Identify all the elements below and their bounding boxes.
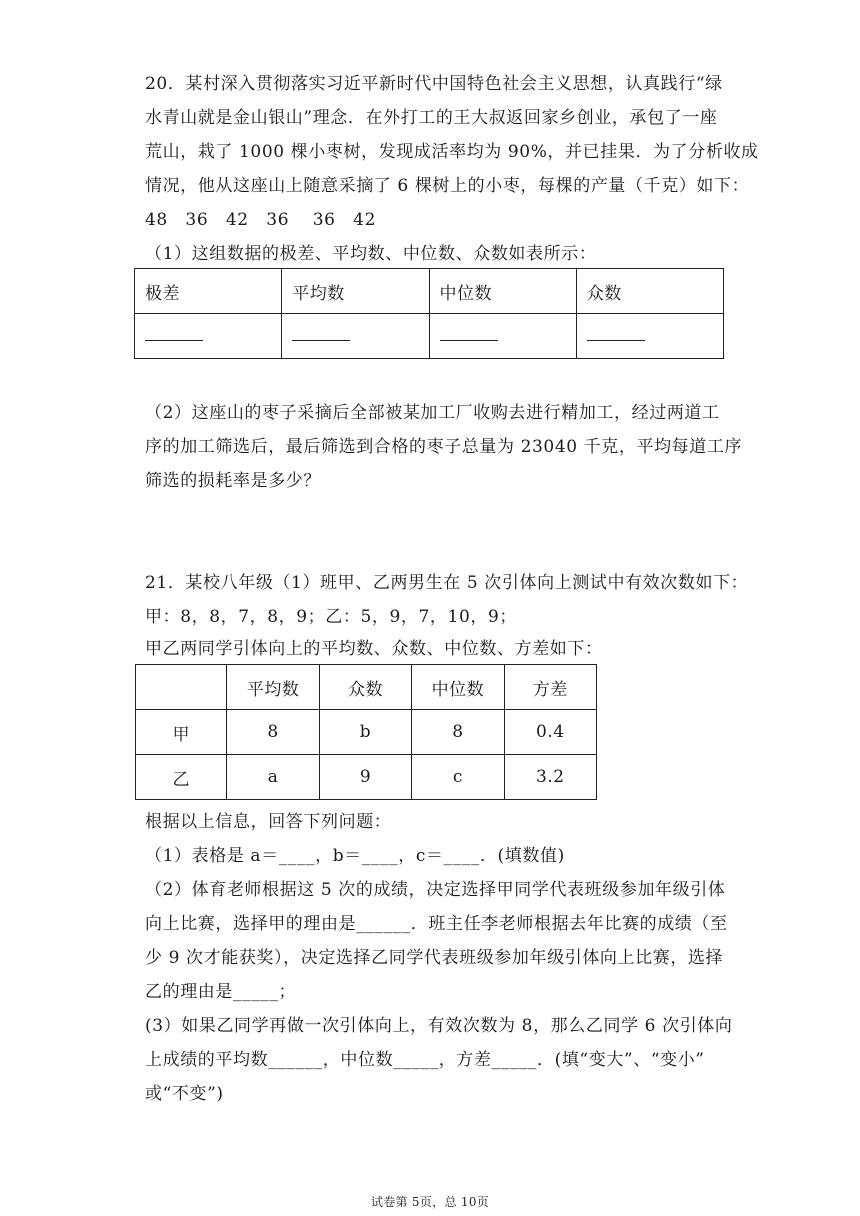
table-row-yi xyxy=(136,755,597,800)
q21-line-3: 甲乙两同学引体向上的平均数、众数、中位数、方差如下： xyxy=(145,639,603,659)
q21-part1: （1）表格是 a＝____，b＝____，c＝____．(填数值) xyxy=(145,846,565,866)
page-footer: 试卷第 5页，总 10页 xyxy=(370,1195,490,1209)
q20-line-1: 20．某村深入贯彻落实习近平新时代中国特色社会主义思想，认真践行“绿 xyxy=(145,74,723,94)
table-answer-row xyxy=(135,314,724,359)
header-median: 中位数 xyxy=(412,665,504,710)
answer-blank-mean[interactable] xyxy=(282,314,429,359)
table-header-row xyxy=(135,269,724,314)
cell-variance: 0.4 xyxy=(504,710,596,755)
q21-after-line-1: 根据以上信息，回答下列问题： xyxy=(145,812,392,832)
header-range: 极差 xyxy=(135,269,282,314)
q21-part2-line-3: 少 9 次才能获奖），决定选择乙同学代表班级参加年级引体向上比赛，选择 xyxy=(145,948,724,968)
cell-median: 8 xyxy=(412,710,504,755)
q20-part2-line-3: 筛选的损耗率是多少？ xyxy=(145,471,321,491)
header-mean: 平均数 xyxy=(227,665,319,710)
q21-part3-line-1: (3）如果乙同学再做一次引体向上，有效次数为 8，那么乙同学 6 次引体向 xyxy=(145,1016,733,1036)
header-mode: 众数 xyxy=(319,665,411,710)
q21-line-2: 甲：8，8，7，8，9；乙：5，9，7，10，9； xyxy=(145,607,517,627)
answer-blank-mode[interactable] xyxy=(576,314,723,359)
header-mean: 平均数 xyxy=(282,269,429,314)
q20-part2-line-2: 序的加工筛选后，最后筛选到合格的枣子总量为 23040 千克，平均每道工序 xyxy=(145,437,743,457)
q20-line-2: 水青山就是金山银山”理念．在外打工的王大叔返回家乡创业，承包了一座 xyxy=(145,108,718,128)
q20-line-3: 荒山，栽了 1000 棵小枣树，发现成活率均为 90%，并已挂果．为了分析收成 xyxy=(145,142,759,162)
header-mode: 众数 xyxy=(576,269,723,314)
q20-data-values: 48 36 42 36 36 42 xyxy=(145,210,376,230)
answer-blank-median[interactable] xyxy=(429,314,576,359)
q21-line-1: 21．某校八年级（1）班甲、乙两男生在 5 次引体向上测试中有效次数如下： xyxy=(145,573,749,593)
header-median: 中位数 xyxy=(429,269,576,314)
cell-variance: 3.2 xyxy=(504,755,596,800)
cell-mode: b xyxy=(319,710,411,755)
q21-part3-line-2: 上成绩的平均数______，中位数_____，方差_____．(填“变大”、“变小” xyxy=(145,1050,705,1070)
table-row-jia xyxy=(136,710,597,755)
row-label: 甲 xyxy=(136,710,227,755)
q21-part2-line-4: 乙的理由是_____； xyxy=(145,982,297,1002)
cell-mean: a xyxy=(227,755,319,800)
q21-part2-line-1: （2）体育老师根据这 5 次的成绩，决定选择甲同学代表班级参加年级引体 xyxy=(145,880,726,900)
table-header-row xyxy=(136,665,597,710)
q20-part2-line-1: （2）这座山的枣子采摘后全部被某加工厂收购去进行精加工，经过两道工 xyxy=(145,403,720,423)
cell-mean: 8 xyxy=(227,710,319,755)
q20-line-4: 情况，他从这座山上随意采摘了 6 棵树上的小枣，每棵的产量（千克）如下： xyxy=(145,176,750,196)
q20-part1-prompt: （1）这组数据的极差、平均数、中位数、众数如表所示： xyxy=(145,244,597,264)
q21-part2-line-2: 向上比赛，选择甲的理由是______．班主任李老师根据去年比赛的成绩（至 xyxy=(145,914,728,934)
answer-blank-range[interactable] xyxy=(135,314,282,359)
q21-stats-table xyxy=(135,664,597,800)
q20-stats-table xyxy=(134,268,724,359)
cell-median: c xyxy=(412,755,504,800)
header-variance: 方差 xyxy=(504,665,596,710)
cell-mode: 9 xyxy=(319,755,411,800)
row-label: 乙 xyxy=(136,755,227,800)
header-empty xyxy=(136,665,227,710)
q21-part3-line-3: 或“不变”) xyxy=(145,1084,224,1104)
